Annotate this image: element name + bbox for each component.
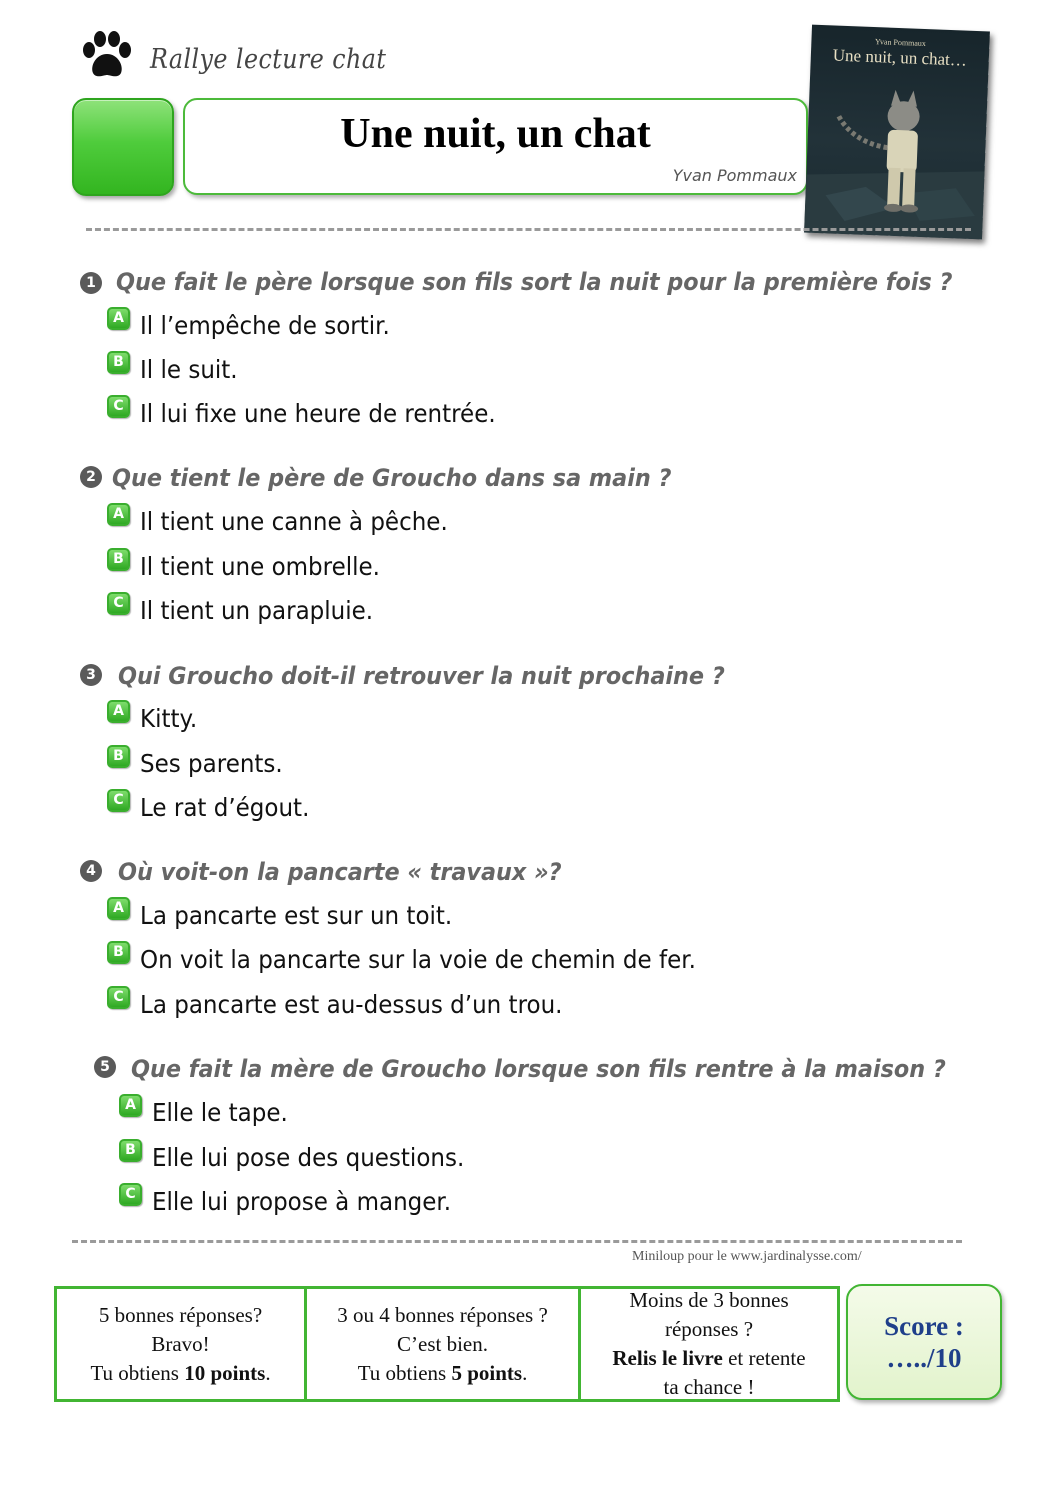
cell-line: Relis le livre et retente [612,1346,806,1370]
answer-badge-c: C [119,1183,142,1206]
answer-badge-c: C [107,789,130,812]
answer-badge-b: B [107,745,130,768]
answer-text: Il tient un parapluie. [140,596,374,625]
cell-line: réponses ? [664,1317,754,1341]
credit-line: Miniloup pour le www.jardinalysse.com/ [632,1249,862,1264]
divider-bottom [72,1240,962,1243]
answer-badge-a: A [107,503,130,526]
answer-badge-b: B [107,351,130,374]
answer-text: Le rat d’égout. [140,793,310,822]
answer-badge-b: B [119,1139,142,1162]
page-title: Une nuit, un chat [340,111,651,157]
cell-line: Bravo! [151,1331,210,1356]
answer-badge-a: A [107,897,130,920]
answer-badge-a: A [107,307,130,330]
question-number: 5 [94,1056,116,1078]
book-cover [804,25,990,240]
question-text: Que fait le père lorsque son fils sort la nuit pour la première fois ? [116,268,953,296]
score-box [846,1284,1002,1400]
answer-text: Kitty. [140,704,198,733]
answer-text: Il tient une ombrelle. [140,552,380,581]
cell-line: C’est bien. [397,1331,488,1356]
answer-text: Il tient une canne à pêche. [140,507,448,536]
question-text: Où voit-on la pancarte « travaux »? [118,858,562,886]
cell-line: 3 ou 4 bonnes réponses ? [337,1302,548,1327]
cover-title: Une nuit, un chat… [832,45,968,70]
answer-text: La pancarte est sur un toit. [140,901,453,930]
answer-badge-c: C [107,395,130,418]
score-cell-5-points [307,1289,581,1399]
rallye-heading: Rallye lecture chat [150,44,387,75]
answer-text: Elle lui propose à manger. [152,1187,452,1216]
cell-line: 5 bonnes réponses? [98,1302,263,1327]
answer-text: Il l’empêche de sortir. [140,311,390,340]
question-text: Que tient le père de Groucho dans sa main ? [112,464,672,492]
answer-text: On voit la pancarte sur la voie de chemin de fer. [140,945,696,974]
answer-text: Elle lui pose des questions. [152,1143,465,1172]
score-label: Score : [884,1311,964,1341]
question-text: Qui Groucho doit-il retrouver la nuit prochaine ? [118,662,725,690]
cell-line: Tu obtiens 10 points. [90,1360,271,1385]
question-number: 3 [80,664,102,686]
paw-icon [80,30,134,80]
answer-badge-a: A [107,700,130,723]
question-number: 2 [80,466,102,488]
answer-text: Ses parents. [140,749,283,778]
cell-line: Moins de 3 bonnes [629,1288,789,1312]
question-number: 1 [80,272,102,294]
answer-text: Il le suit. [140,355,238,384]
cover-publisher: Yvan Pommaux [874,37,927,49]
answer-badge-c: C [107,592,130,615]
answer-text: Il lui fixe une heure de rentrée. [140,399,496,428]
scoring-table [54,1286,840,1402]
answer-badge-c: C [107,986,130,1009]
answer-text: Elle le tape. [152,1098,288,1127]
answer-badge-a: A [119,1094,142,1117]
answer-badge-b: B [107,941,130,964]
question-number: 4 [80,860,102,882]
answer-badge-b: B [107,548,130,571]
cell-line: Tu obtiens 5 points. [357,1360,528,1385]
score-value: …../10 [886,1343,962,1373]
green-tile [72,98,174,196]
answer-text: La pancarte est au-dessus d’un trou. [140,990,563,1019]
question-text: Que fait la mère de Groucho lorsque son fils rentre à la maison ? [131,1055,946,1083]
score-cell-retry [581,1289,837,1399]
author-name: Yvan Pommaux [672,166,797,185]
divider-top [86,228,971,231]
cell-line: ta chance ! [663,1375,755,1399]
score-cell-10-points [57,1289,307,1399]
